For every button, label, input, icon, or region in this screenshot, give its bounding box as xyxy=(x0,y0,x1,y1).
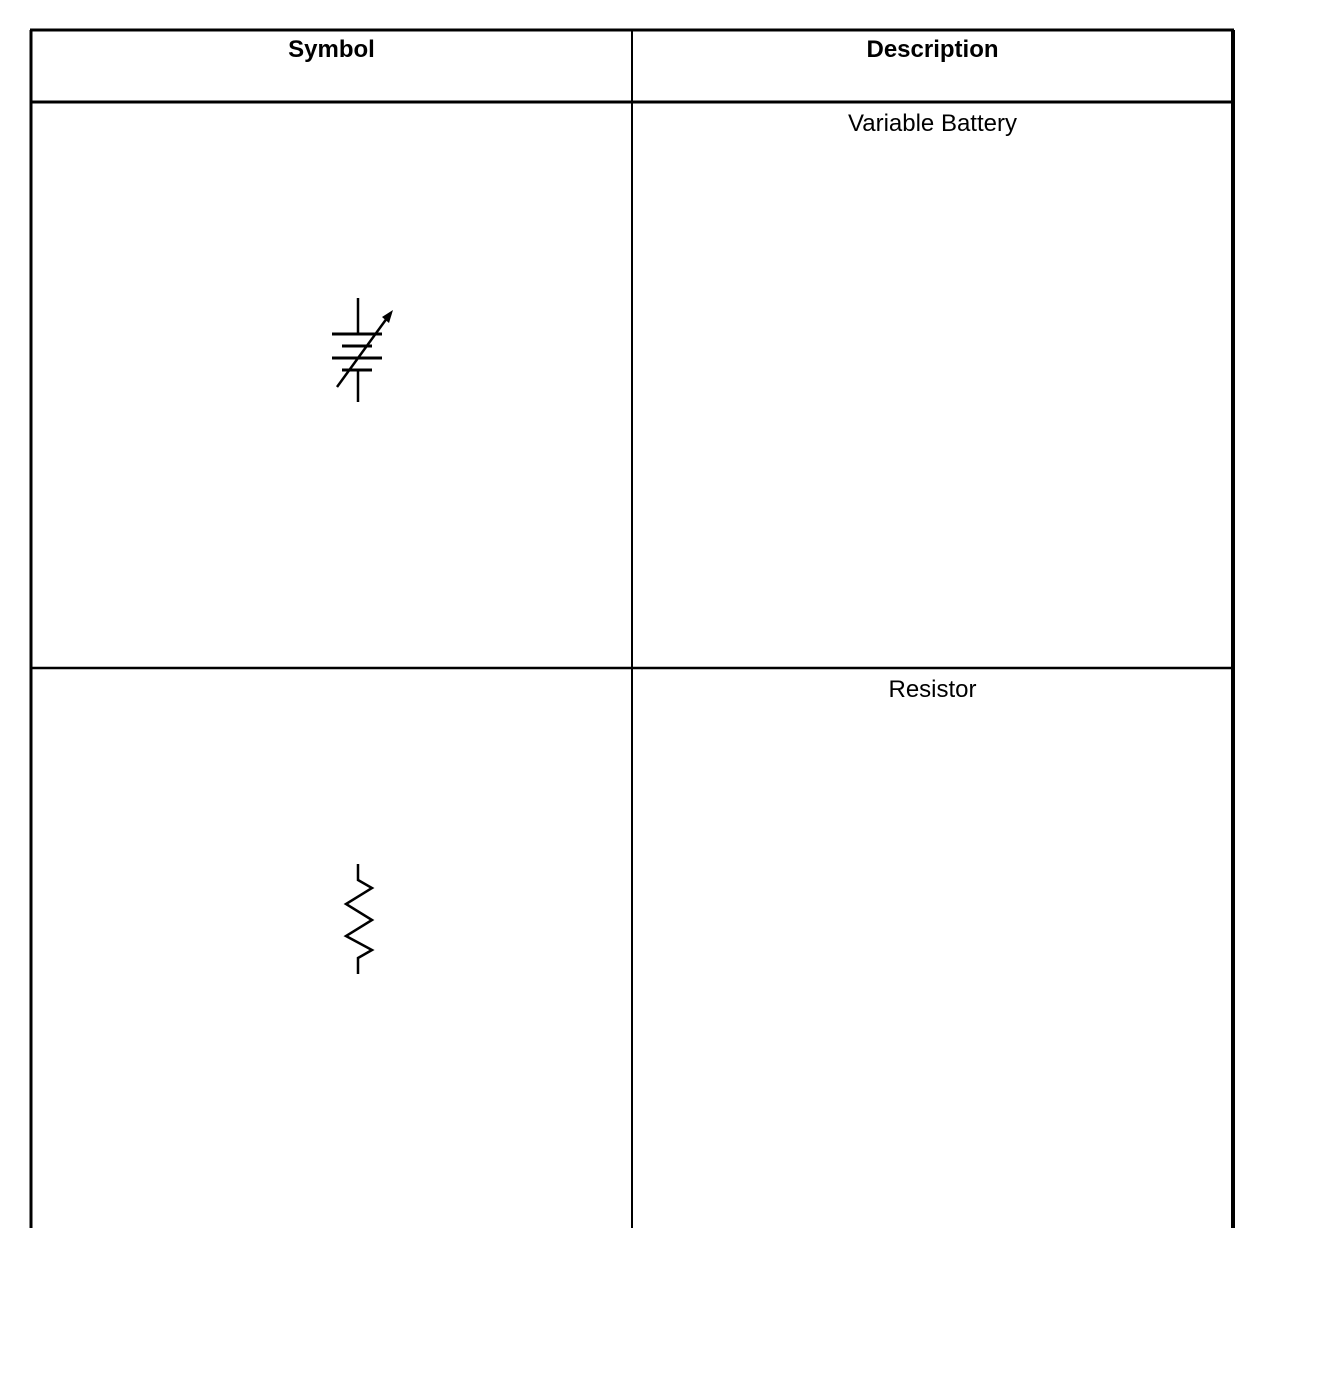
variable-battery-icon xyxy=(320,290,410,410)
resistor-icon xyxy=(330,860,390,980)
row-description: Variable Battery xyxy=(848,110,1017,137)
header-symbol: Symbol xyxy=(288,36,375,63)
row-description: Resistor xyxy=(888,676,977,703)
header-description: Description xyxy=(866,36,999,63)
